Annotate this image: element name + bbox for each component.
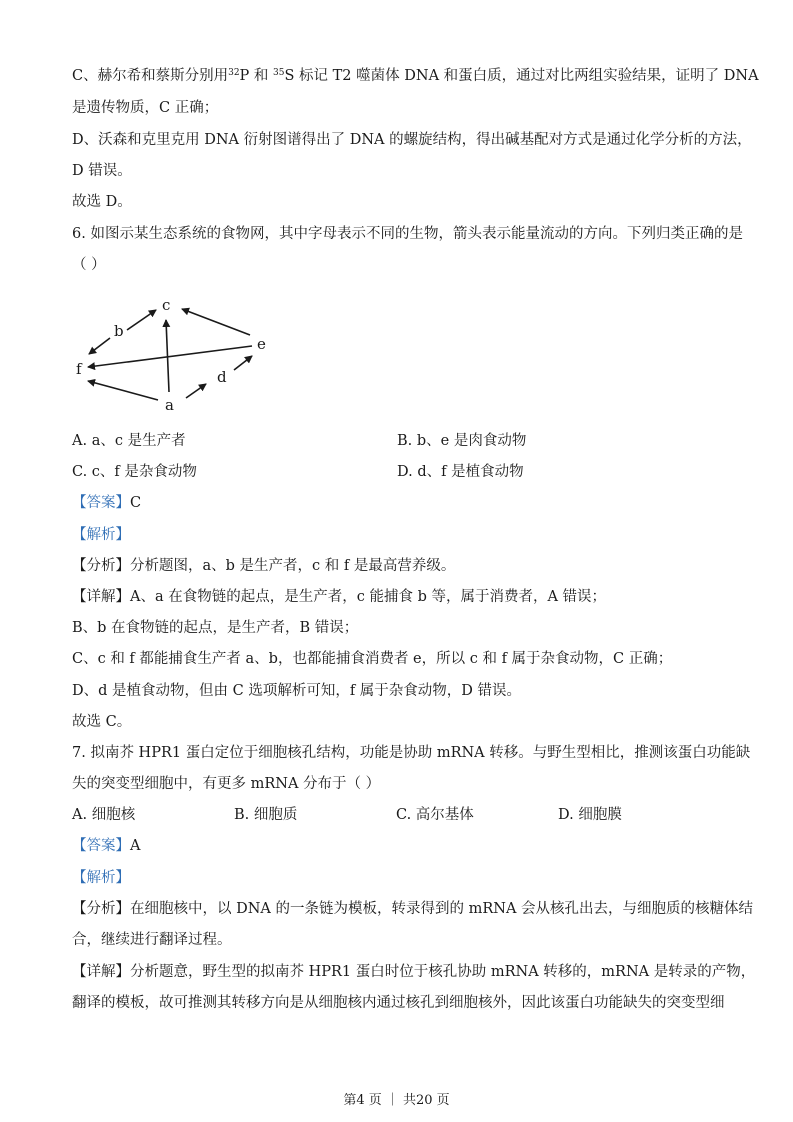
node-e-label: e bbox=[257, 335, 266, 353]
q7-option-b: B. 细胞质 bbox=[234, 807, 298, 823]
q7-fenxi-line1: 【分析】在细胞核中，以 DNA 的一条链为模板，转录得到的 mRNA 会从核孔出去，与细胞质的核糖体结 bbox=[72, 901, 754, 917]
food-web-diagram bbox=[72, 292, 282, 417]
q7-option-d: D. 细胞膜 bbox=[558, 807, 622, 823]
q6-xiangjie-line1: 【详解】A、a 在食物链的起点，是生产者，c 能捕食 b 等，属于消费者，A 错误； bbox=[72, 589, 607, 605]
node-f-label: f bbox=[76, 360, 82, 378]
q7-xiangjie-line2: 翻译的模板，故可推测其转移方向是从细胞核内通过核孔到细胞核外，因此该蛋白功能缺失的突变型细 bbox=[72, 995, 725, 1011]
q5-conclusion: 故选 D。 bbox=[72, 194, 132, 210]
page-footer: 第4 页 ｜ 共20 页 bbox=[343, 1093, 450, 1108]
node-a-label: a bbox=[165, 396, 174, 414]
q6-answer: 【答案】C bbox=[72, 495, 142, 511]
q6-stem-line2: （ ） bbox=[72, 257, 106, 273]
arrow-b-to-c bbox=[127, 310, 156, 330]
q6-option-a: A. a、c 是生产者 bbox=[72, 433, 186, 449]
q6-option-b: B. b、e 是肉食动物 bbox=[397, 433, 527, 449]
q6-option-d: D. d、f 是植食动物 bbox=[397, 464, 524, 480]
q5-option-c-line1: C、赫尔希和蔡斯分别用$^{32}$P 和 $^{35}$S 标记 T2 噬菌体 DNA 和蛋白质，通过对比两组实验结果，证明了 DNA bbox=[72, 68, 759, 84]
arrow-a-to-d bbox=[186, 384, 206, 398]
q7-analysis-heading: 【解析】 bbox=[72, 870, 130, 886]
q6-stem-line1: 6. 如图示某生态系统的食物网，其中字母表示不同的生物，箭头表示能量流动的方向。下列归类正确的是 bbox=[72, 226, 743, 242]
q7-stem-line1: 7. 拟南芥 HPR1 蛋白定位于细胞核孔结构，功能是协助 mRNA 转移。与野生型相比，推测该蛋白功能缺 bbox=[72, 745, 751, 761]
q7-stem-line2: 失的突变型细胞中，有更多 mRNA 分布于（ ） bbox=[72, 776, 381, 792]
node-c-label: c bbox=[162, 296, 171, 314]
q7-option-c: C. 高尔基体 bbox=[396, 807, 474, 823]
q7-xiangjie-line1: 【详解】分析题意，野生型的拟南芥 HPR1 蛋白时位于核孔协助 mRNA 转移的，mRNA 是转录的产物， bbox=[72, 964, 756, 980]
q5-option-d-line2: D 错误。 bbox=[72, 163, 132, 179]
node-d-label: d bbox=[217, 368, 227, 386]
q6-xiangjie-line-d: D、d 是植食动物，但由 C 选项解析可知，f 属于杂食动物，D 错误。 bbox=[72, 683, 522, 699]
arrow-b-to-f bbox=[89, 338, 110, 354]
q6-xiangjie-line-b: B、b 在食物链的起点，是生产者，B 错误； bbox=[72, 620, 359, 636]
q6-fenxi: 【分析】分析题图，a、b 是生产者，c 和 f 是最高营养级。 bbox=[72, 558, 456, 574]
q7-answer: 【答案】A bbox=[72, 838, 141, 854]
arrow-e-to-c bbox=[182, 309, 250, 335]
q5-option-d-line1: D、沃森和克里克用 DNA 衍射图谱得出了 DNA 的螺旋结构，得出碱基配对方式是通过化学分析的方法， bbox=[72, 132, 752, 148]
q6-analysis-heading: 【解析】 bbox=[72, 527, 130, 543]
q6-conclusion: 故选 C。 bbox=[72, 714, 132, 730]
node-b-label: b bbox=[114, 322, 124, 340]
q7-option-a: A. 细胞核 bbox=[72, 807, 136, 823]
q5-option-c-line2: 是遗传物质，C 正确； bbox=[72, 100, 219, 116]
arrow-d-to-e bbox=[234, 356, 252, 370]
q6-option-c: C. c、f 是杂食动物 bbox=[72, 464, 197, 480]
arrow-e-to-f bbox=[88, 346, 252, 367]
arrow-a-to-f bbox=[88, 381, 158, 400]
q7-fenxi-line2: 合，继续进行翻译过程。 bbox=[72, 932, 232, 948]
q6-xiangjie-line-c: C、c 和 f 都能捕食生产者 a、b，也都能捕食消费者 e，所以 c 和 f 属于杂食动物，C 正确； bbox=[72, 651, 673, 667]
